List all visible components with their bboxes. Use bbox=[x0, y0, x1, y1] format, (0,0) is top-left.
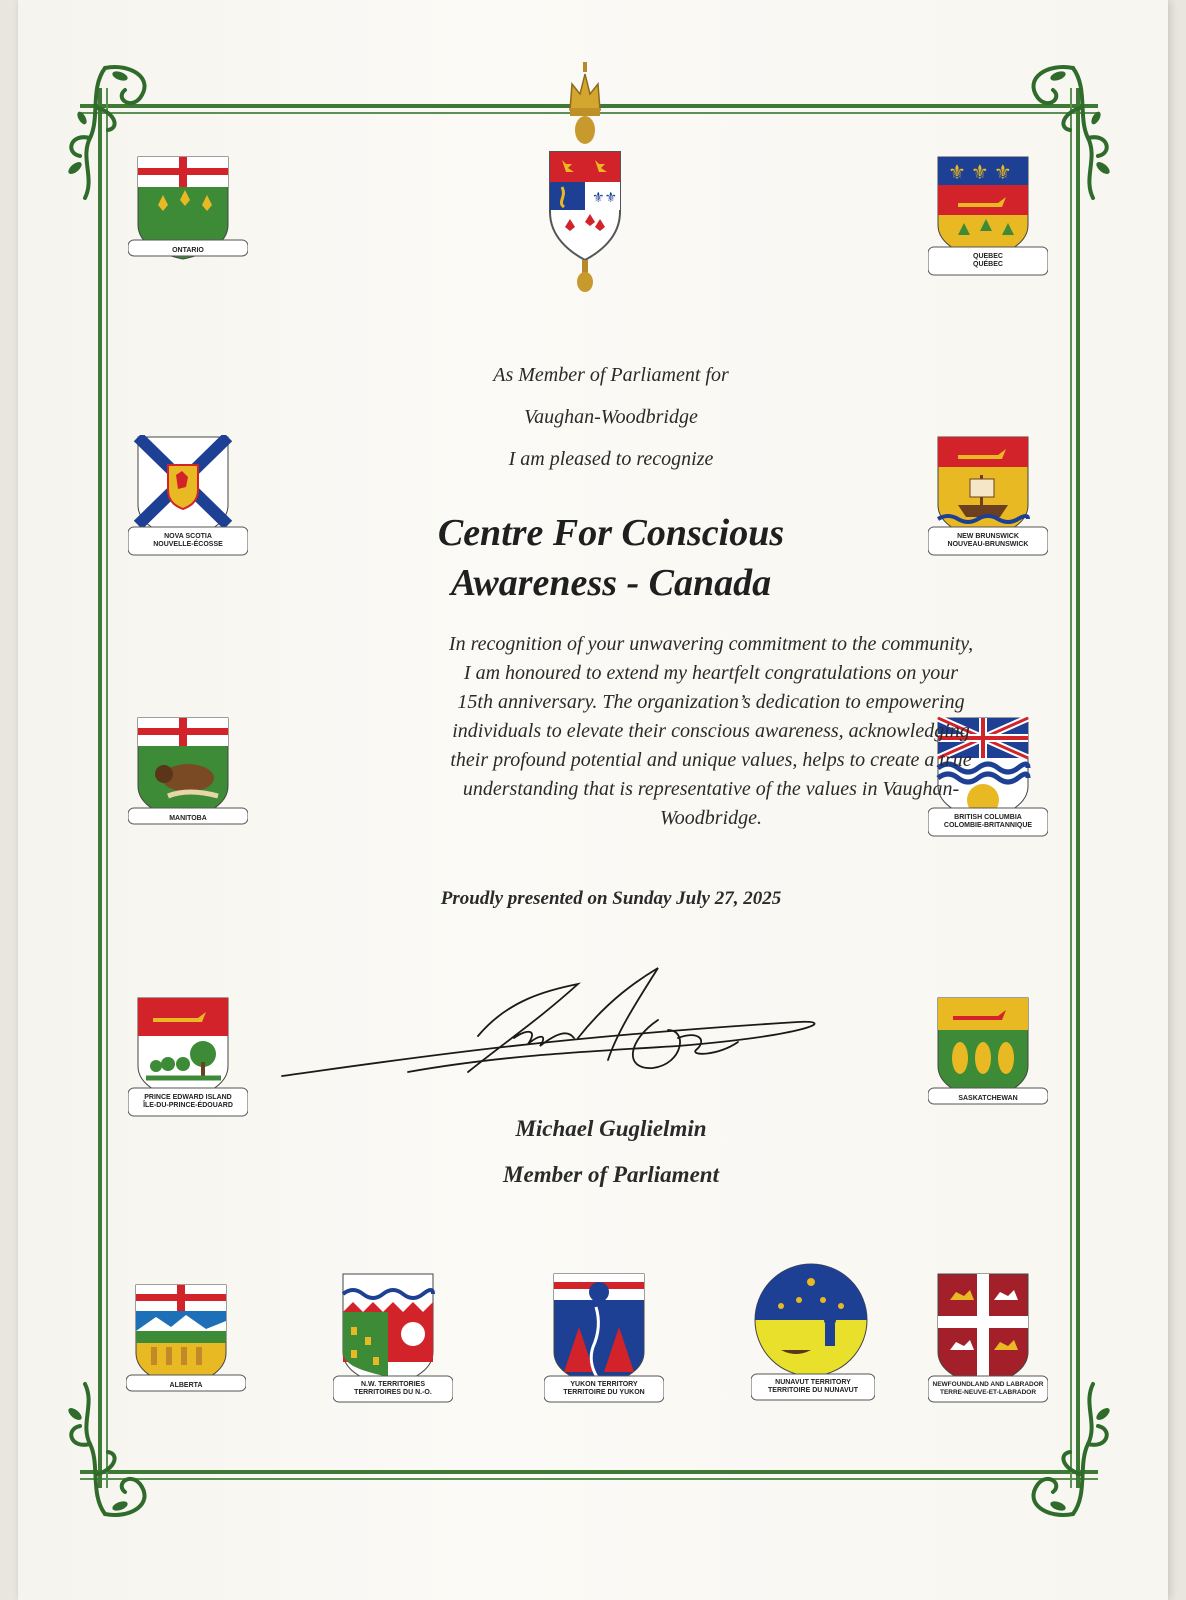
ontario-label: ONTARIO bbox=[172, 247, 204, 254]
body-line-6: understanding that is representative of the values in Vaughan- bbox=[462, 778, 960, 800]
pei-label-2: ÎLE-DU-PRINCE-ÉDOUARD bbox=[143, 1102, 233, 1109]
nunavut-label-1: NUNAVUT TERRITORY bbox=[775, 1379, 851, 1386]
british-columbia-label-2: COLOMBIE-BRITANNIQUE bbox=[943, 822, 1033, 829]
yukon-label-1: YUKON TERRITORY bbox=[570, 1381, 638, 1388]
recipient-line-1: Centre For Conscious bbox=[437, 512, 785, 554]
nwt-crest bbox=[333, 1272, 453, 1402]
signer-name: Michael Guglielmin bbox=[515, 1116, 707, 1141]
body-line-2: I am honoured to extend my heartfelt congratulations on your bbox=[463, 662, 959, 684]
body-line-7: Woodbridge. bbox=[659, 807, 763, 829]
new-brunswick-label-2: NOUVEAU-BRUNSWICK bbox=[947, 541, 1029, 548]
certificate-sheet bbox=[18, 0, 1168, 1600]
nunavut-label-2: TERRITOIRE DU NUNAVUT bbox=[768, 1387, 858, 1394]
pei-crest bbox=[128, 996, 248, 1126]
nunavut-crest bbox=[751, 1262, 871, 1392]
border-bottom-outer bbox=[80, 1470, 1098, 1474]
quebec-crest bbox=[928, 155, 1048, 285]
signature-icon bbox=[278, 960, 838, 1090]
quebec-label-2: QUÉBEC bbox=[973, 261, 1003, 268]
nwt-label-2: TERRITOIRES DU N.-O. bbox=[354, 1389, 432, 1396]
yukon-crest bbox=[544, 1272, 664, 1402]
british-columbia-label-1: BRITISH COLUMBIA bbox=[954, 814, 1022, 821]
canada-coat-of-arms-mace-icon bbox=[540, 62, 630, 298]
manitoba-label: MANITOBA bbox=[169, 815, 207, 822]
intro-line-3: I am pleased to recognize bbox=[508, 448, 714, 470]
yukon-label-2: TERRITOIRE DU YUKON bbox=[563, 1389, 645, 1396]
pei-label-1: PRINCE EDWARD ISLAND bbox=[144, 1094, 232, 1101]
saskatchewan-crest bbox=[928, 996, 1048, 1126]
intro-line-1: As Member of Parliament for bbox=[493, 364, 729, 386]
nwt-label-1: N.W. TERRITORIES bbox=[360, 1381, 426, 1388]
svg-text:⚜ ⚜ ⚜: ⚜ ⚜ ⚜ bbox=[948, 162, 1012, 184]
alberta-label: ALBERTA bbox=[169, 1382, 203, 1389]
saskatchewan-label: SASKATCHEWAN bbox=[958, 1095, 1018, 1102]
new-brunswick-label-1: NEW BRUNSWICK bbox=[957, 533, 1019, 540]
border-left-outer bbox=[98, 88, 102, 1488]
border-left-inner bbox=[106, 88, 108, 1488]
alberta-crest bbox=[126, 1283, 246, 1413]
newfoundland-labrador-label-1: NEWFOUNDLAND AND LABRADOR bbox=[932, 1381, 1044, 1388]
newfoundland-labrador-label-2: TERRE-NEUVE-ET-LABRADOR bbox=[939, 1389, 1037, 1396]
body-line-3: 15th anniversary. The organization’s dedication to empowering bbox=[457, 691, 965, 713]
signer-title: Member of Parliament bbox=[503, 1162, 719, 1187]
recognition-body bbox=[198, 630, 1186, 833]
intro-line-2: Vaughan-Woodbridge bbox=[524, 406, 698, 428]
body-line-5: their profound potential and unique values, helps to create a true bbox=[450, 749, 972, 771]
newfoundland-labrador-crest bbox=[928, 1272, 1048, 1402]
ontario-crest bbox=[128, 155, 248, 285]
recipient-line-2: Awareness - Canada bbox=[450, 562, 772, 604]
svg-text:⚜⚜: ⚜⚜ bbox=[592, 191, 618, 206]
body-line-1: In recognition of your unwavering commitment to the community, bbox=[448, 633, 974, 655]
quebec-label-1: QUEBEC bbox=[973, 253, 1003, 260]
body-line-4: individuals to elevate their conscious awareness, acknowledging bbox=[452, 720, 970, 742]
nova-scotia-label-1: NOVA SCOTIA bbox=[164, 533, 212, 540]
presented-date: Proudly presented on Sunday July 27, 2025 bbox=[440, 888, 782, 909]
nova-scotia-label-2: NOUVELLE-ÉCOSSE bbox=[153, 541, 223, 548]
border-bottom-inner bbox=[80, 1478, 1098, 1480]
